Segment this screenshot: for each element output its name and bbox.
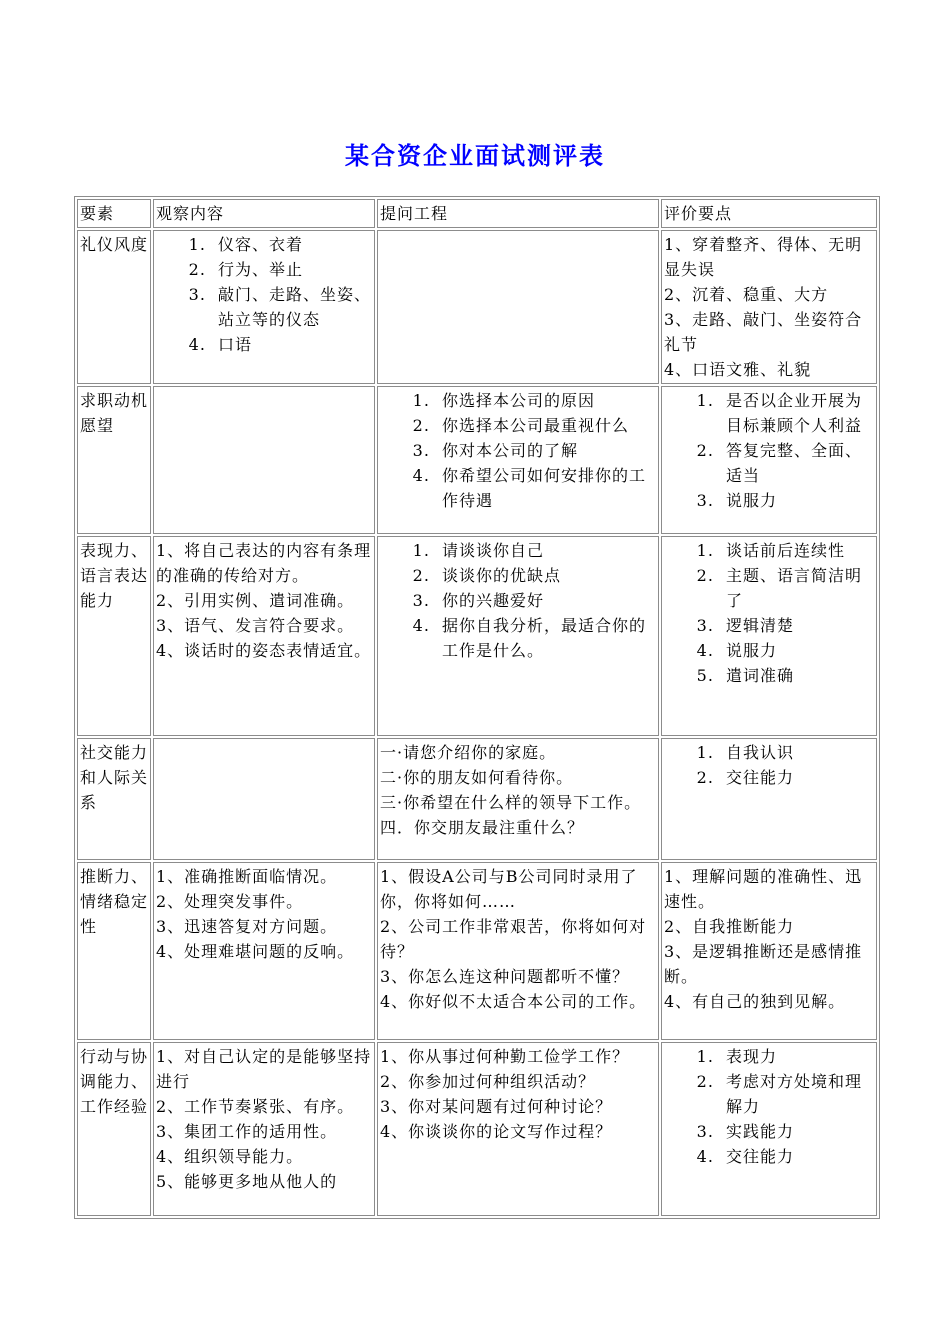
cell-evaluation — [661, 386, 877, 534]
cell-observe — [153, 738, 375, 860]
header-observe: 观察内容 — [153, 199, 375, 228]
text-line: 4、组织领导能力。 — [156, 1147, 304, 1166]
cell-questions — [377, 230, 659, 384]
table-header-row — [77, 199, 877, 228]
header-questions: 提问工程 — [377, 199, 659, 228]
list-item: 3. 说服力 — [720, 488, 874, 513]
text-line: 1、将自己表达的内容有条理的准确的传给对方。 — [156, 541, 372, 585]
cell-questions — [377, 1042, 659, 1216]
text-line: 4、你谈谈你的论文写作过程？ — [380, 1122, 613, 1141]
text-line: 3、你对某问题有过何种讨论？ — [380, 1097, 613, 1116]
cell-observe — [153, 862, 375, 1040]
cell-element: 求职动机愿望 — [77, 386, 151, 534]
cell-element: 社交能力和人际关系 — [77, 738, 151, 860]
list-item: 1. 谈话前后连续性 — [720, 538, 874, 563]
list-item: 4. 你希望公司如何安排你的工作待遇 — [436, 463, 656, 513]
numbered-list — [664, 388, 874, 513]
page-title: 某合资企业面试测评表 — [345, 142, 605, 170]
text-line: 2、处理突发事件。 — [156, 892, 304, 911]
text-line: 2、工作节奏紧张、有序。 — [156, 1097, 355, 1116]
text-line: 4、口语文雅、礼貌 — [664, 360, 812, 379]
text-line: 3、走路、敲门、坐姿符合礼节 — [664, 310, 863, 354]
cell-element: 表现力、语言表达能力 — [77, 536, 151, 736]
list-item: 2. 行为、举止 — [212, 257, 372, 282]
text-line: 1、假设A公司与B公司同时录用了你，你将如何…… — [380, 867, 638, 911]
text-block — [156, 864, 372, 964]
text-line: 2、引用实例、遣词准确。 — [156, 591, 355, 610]
header-evaluation: 评价要点 — [661, 199, 877, 228]
list-item: 1. 自我认识 — [720, 740, 874, 765]
list-item: 4. 交往能力 — [720, 1144, 874, 1169]
header-element: 要素 — [77, 199, 151, 228]
text-block — [156, 1044, 372, 1194]
table-row — [77, 386, 877, 534]
cell-observe — [153, 230, 375, 384]
numbered-list — [664, 538, 874, 688]
cell-questions — [377, 862, 659, 1040]
text-line: 1、理解问题的准确性、迅速性。 — [664, 867, 863, 911]
list-item: 3. 敲门、走路、坐姿、站立等的仪态 — [212, 282, 372, 332]
table-row — [77, 536, 877, 736]
cell-questions — [377, 386, 659, 534]
interview-evaluation-table — [74, 196, 880, 1219]
cell-evaluation — [661, 738, 877, 860]
cell-questions — [377, 536, 659, 736]
list-item: 2. 谈谈你的优缺点 — [436, 563, 656, 588]
list-item: 3. 你对本公司的了解 — [436, 438, 656, 463]
text-block — [156, 538, 372, 663]
table-row — [77, 230, 877, 384]
text-line: 4、有自己的独到见解。 — [664, 992, 846, 1011]
list-item: 4. 说服力 — [720, 638, 874, 663]
text-line: 3、迅速答复对方问题。 — [156, 917, 338, 936]
cell-element: 行动与协调能力、工作经验 — [77, 1042, 151, 1216]
text-line: 2、你参加过何种组织活动？ — [380, 1072, 596, 1091]
table-row — [77, 862, 877, 1040]
text-line: 3、集团工作的适用性。 — [156, 1122, 338, 1141]
numbered-list — [380, 388, 656, 513]
table-row — [77, 1042, 877, 1216]
text-line: 5、能够更多地从他人的 — [156, 1172, 338, 1191]
list-item: 1. 表现力 — [720, 1044, 874, 1069]
cell-element: 礼仪风度 — [77, 230, 151, 384]
text-line: 1、你从事过何种勤工俭学工作？ — [380, 1047, 630, 1066]
cell-observe — [153, 536, 375, 736]
cell-evaluation — [661, 1042, 877, 1216]
numbered-list — [664, 740, 874, 790]
text-block — [380, 740, 656, 840]
cell-element: 推断力、情绪稳定性 — [77, 862, 151, 1040]
cell-observe — [153, 1042, 375, 1216]
list-item: 3. 你的兴趣爱好 — [436, 588, 656, 613]
list-item: 4. 口语 — [212, 332, 372, 357]
text-block — [664, 232, 874, 382]
list-item: 2. 主题、语言简洁明了 — [720, 563, 874, 613]
text-line: 三·你希望在什么样的领导下工作。 — [380, 793, 642, 812]
cell-questions — [377, 738, 659, 860]
numbered-list — [380, 538, 656, 663]
cell-evaluation — [661, 230, 877, 384]
text-line: 4、你好似不太适合本公司的工作。 — [380, 992, 647, 1011]
text-line: 二·你的朋友如何看待你。 — [380, 768, 574, 787]
text-line: 1、准确推断面临情况。 — [156, 867, 338, 886]
list-item: 1. 你选择本公司的原因 — [436, 388, 656, 413]
table-row — [77, 738, 877, 860]
cell-observe — [153, 386, 375, 534]
text-line: 2、公司工作非常艰苦，你将如何对待？ — [380, 917, 647, 961]
text-block — [664, 864, 874, 1014]
list-item: 2. 考虑对方处境和理解力 — [720, 1069, 874, 1119]
text-line: 四．你交朋友最注重什么？ — [380, 818, 585, 837]
text-line: 一·请您介绍你的家庭。 — [380, 743, 557, 762]
numbered-list — [664, 1044, 874, 1169]
text-line: 3、你怎么连这种问题都听不懂？ — [380, 967, 630, 986]
list-item: 2. 你选择本公司最重视什么 — [436, 413, 656, 438]
text-line: 1、对自己认定的是能够坚持进行 — [156, 1047, 372, 1091]
text-block — [380, 864, 656, 1014]
text-block — [380, 1044, 656, 1144]
list-item: 1. 仪容、衣着 — [212, 232, 372, 257]
list-item: 3. 逻辑清楚 — [720, 613, 874, 638]
list-item: 3. 实践能力 — [720, 1119, 874, 1144]
list-item: 2. 答复完整、全面、适当 — [720, 438, 874, 488]
text-line: 2、自我推断能力 — [664, 917, 795, 936]
text-line: 3、是逻辑推断还是感情推断。 — [664, 942, 863, 986]
list-item: 4. 据你自我分析，最适合你的工作是什么。 — [436, 613, 656, 663]
list-item: 5. 遣词准确 — [720, 663, 874, 688]
list-item: 1. 请谈谈你自己 — [436, 538, 656, 563]
text-line: 3、语气、发言符合要求。 — [156, 616, 355, 635]
cell-evaluation — [661, 862, 877, 1040]
list-item: 2. 交往能力 — [720, 765, 874, 790]
text-line: 2、沉着、稳重、大方 — [664, 285, 829, 304]
text-line: 4、谈话时的姿态表情适宜。 — [156, 641, 372, 660]
text-line: 4、处理难堪问题的反响。 — [156, 942, 355, 961]
numbered-list — [156, 232, 372, 357]
cell-evaluation — [661, 536, 877, 736]
list-item: 1. 是否以企业开展为目标兼顾个人利益 — [720, 388, 874, 438]
text-line: 1、穿着整齐、得体、无明显失误 — [664, 235, 863, 279]
